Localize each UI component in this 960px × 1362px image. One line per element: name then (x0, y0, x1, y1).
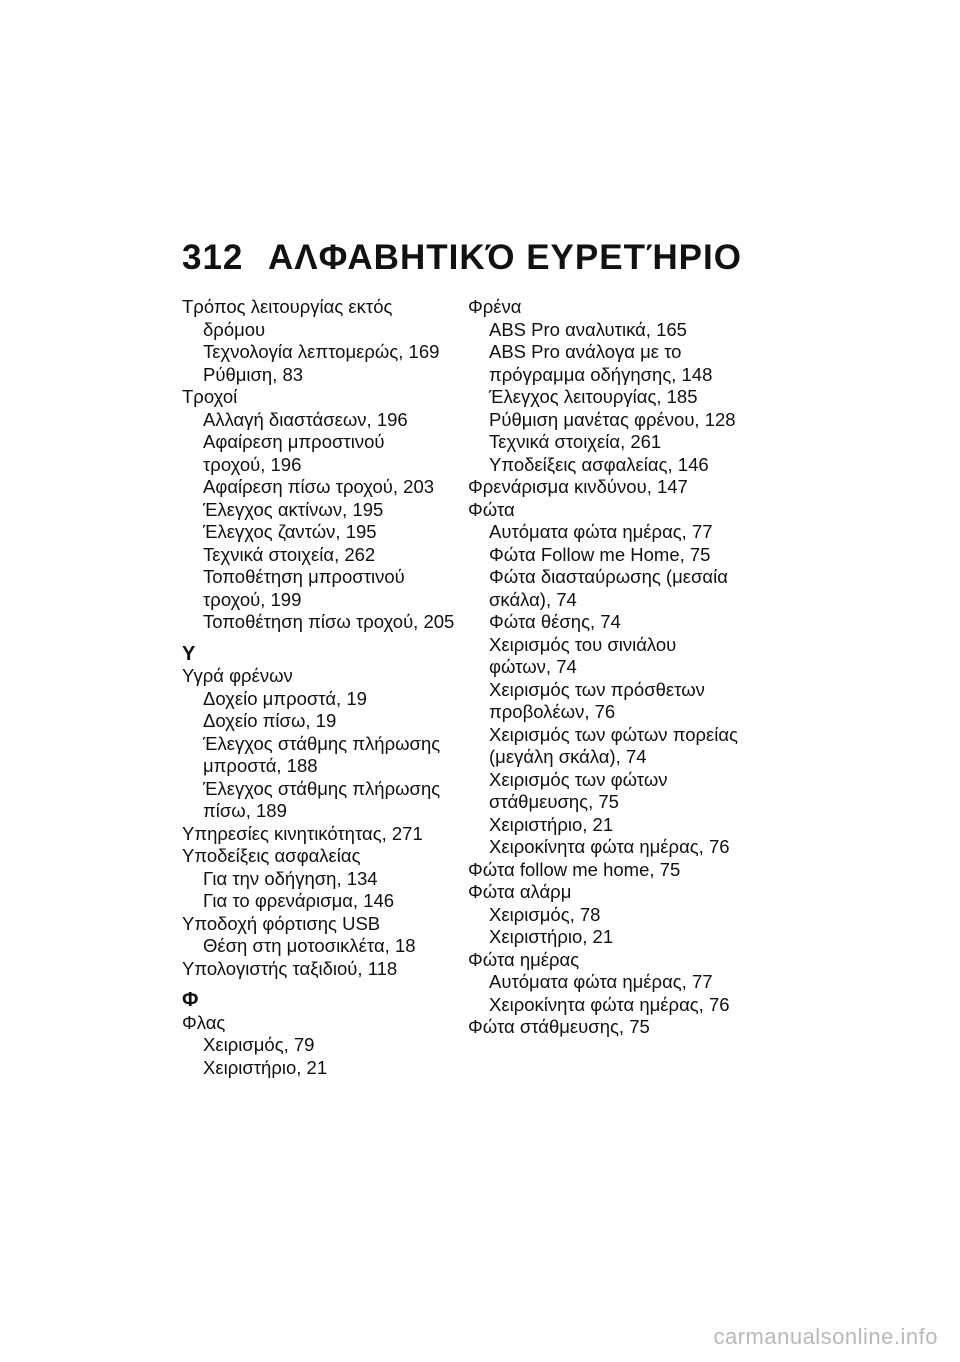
index-subentry: Αφαίρεση μπροστινού (203, 431, 385, 452)
index-subentry: Χειριστήριο, 21 (489, 926, 614, 947)
index-subentry: Τεχνικά στοιχεία, 261 (489, 431, 662, 452)
index-subentry: Για την οδήγηση, 134 (203, 867, 378, 889)
index-entry: Φώτα follow me home, 75 (468, 858, 681, 880)
index-subentry: Χειρισμός, 79 (203, 1034, 315, 1055)
index-subentry: Ρύθμιση μανέτας φρένου, 128 (489, 408, 736, 430)
index-entry: Υποδοχή φόρτισης USB (182, 912, 381, 934)
index-subentry: Τοποθέτηση πίσω τροχού, 205 (203, 611, 455, 632)
index-subentry: Έλεγχος λειτουργίας, 185 (489, 386, 698, 407)
index-subentry: Θέση στη μοτοσικλέτα, 18 (203, 935, 416, 956)
index-subentry: Δοχείο πίσω, 19 (203, 710, 337, 731)
index-entry: Φώτα αλάρμ (468, 881, 572, 902)
index-subentry: Αυτόματα φώτα ημέρας, 77 (489, 971, 713, 992)
index-subentry: Χειροκίνητα φώτα ημέρας, 76 (489, 836, 730, 857)
page-number: 312 (182, 238, 244, 277)
index-subentry: (μεγάλη σκάλα), 74 (489, 746, 647, 767)
index-entry: Τρόπος λειτουργίας εκτός (182, 296, 393, 317)
index-subentry: τροχού, 196 (203, 453, 302, 475)
index-column-left (182, 296, 455, 1079)
index-subentry: Φώτα διασταύρωσης (μεσαία (489, 566, 728, 587)
index-subentry: Αφαίρεση πίσω τροχού, 203 (203, 476, 435, 497)
index-entry: Υπηρεσίες κινητικότητας, 271 (182, 822, 423, 844)
index-entry: Φώτα στάθμευσης, 75 (468, 1016, 650, 1037)
index-entry: Υπολογιστής ταξιδιού, 118 (182, 957, 398, 979)
index-subentry: Αλλαγή διαστάσεων, 196 (203, 408, 408, 430)
index-subentry: Χειρισμός των φώτων (489, 768, 668, 790)
index-entry: Φρένα (468, 296, 522, 317)
index-entry: Τροχοί (182, 386, 238, 407)
index-subentry: ABS Pro ανάλογα με το (489, 341, 682, 362)
index-entry: Υποδείξεις ασφαλείας (182, 845, 361, 866)
index-subentry: Χειριστήριο, 21 (489, 813, 614, 835)
index-subentry: Αυτόματα φώτα ημέρας, 77 (489, 521, 713, 542)
index-subentry: Έλεγχος ζαντών, 195 (203, 521, 377, 542)
index-subentry: τροχού, 199 (203, 588, 302, 610)
index-subentry: Ρύθμιση, 83 (203, 363, 304, 385)
page-header (182, 238, 742, 278)
index-column-right (468, 296, 758, 1039)
index-subentry: Χειρισμός των φώτων πορείας (489, 723, 738, 745)
index-subentry: δρόμου (203, 318, 266, 340)
index-subentry: Δοχείο μπροστά, 19 (203, 687, 367, 709)
index-subentry: Υποδείξεις ασφαλείας, 146 (489, 453, 709, 475)
index-subentry: φώτων, 74 (489, 656, 577, 677)
index-subentry: Τεχνικά στοιχεία, 262 (203, 543, 376, 565)
index-subentry: Χειριστήριο, 21 (203, 1056, 328, 1078)
index-subentry: Έλεγχος στάθμης πλήρωσης (203, 777, 441, 799)
index-subentry: Χειρισμός, 78 (489, 903, 601, 925)
index-subentry: Χειρισμός των πρόσθετων (489, 678, 705, 700)
index-subentry: Φώτα Follow me Home, 75 (489, 543, 711, 565)
index-subentry: Φώτα θέσης, 74 (489, 611, 621, 632)
index-letter-heading: Υ (182, 642, 196, 665)
page-title: ΑΛΦΑΒΗΤΙΚΌ ΕΥΡΕΤΉΡΙΟ (268, 238, 742, 277)
index-subentry: πρόγραμμα οδήγησης, 148 (489, 363, 713, 385)
index-subentry: Χειροκίνητα φώτα ημέρας, 76 (489, 993, 730, 1015)
index-entry: Υγρά φρένων (182, 665, 293, 686)
index-entry: Φώτα (468, 498, 515, 520)
index-letter-heading: Φ (182, 989, 199, 1011)
index-subentry: σκάλα), 74 (489, 588, 577, 610)
index-subentry: πίσω, 189 (203, 800, 287, 821)
index-subentry: Τεχνολογία λεπτομερώς, 169 (203, 341, 440, 362)
index-entry: Φώτα ημέρας (468, 948, 580, 970)
index-subentry: Έλεγχος ακτίνων, 195 (203, 498, 384, 520)
index-subentry: Έλεγχος στάθμης πλήρωσης (203, 732, 441, 754)
index-entry: Φλας (182, 1011, 226, 1033)
index-subentry: Χειρισμός του σινιάλου (489, 633, 677, 655)
index-subentry: μπροστά, 188 (203, 755, 318, 776)
index-entry: Φρενάρισμα κινδύνου, 147 (468, 476, 688, 497)
index-subentry: στάθμευσης, 75 (489, 791, 619, 812)
index-subentry: Τοποθέτηση μπροστινού (203, 566, 405, 587)
index-subentry: προβολέων, 76 (489, 701, 616, 722)
index-subentry: ABS Pro αναλυτικά, 165 (489, 318, 687, 340)
watermark: carmanualsonline.info (713, 1324, 938, 1349)
index-subentry: Για το φρενάρισμα, 146 (203, 890, 395, 911)
